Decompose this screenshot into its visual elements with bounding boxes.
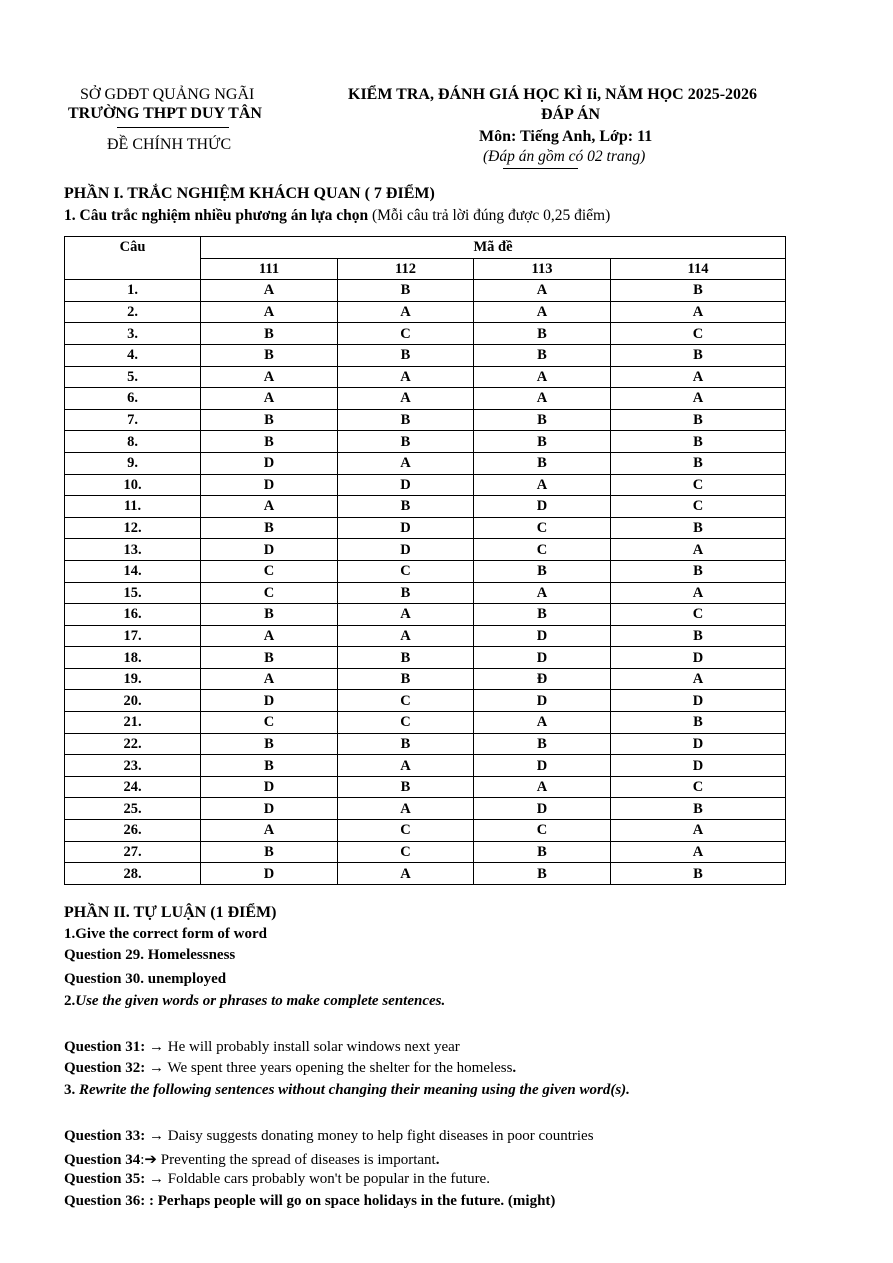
answer-cell: D xyxy=(474,496,611,518)
question-33-answer: → Daisy suggests donating money to help fight diseases in poor countries xyxy=(145,1128,594,1144)
answer-cell: A xyxy=(201,301,338,323)
answer-cell: B xyxy=(474,431,611,453)
answer-cell: A xyxy=(338,388,474,410)
question-number-cell: 25. xyxy=(65,798,201,820)
question-number-cell: 12. xyxy=(65,517,201,539)
answer-cell: B xyxy=(611,452,786,474)
answer-cell: D xyxy=(201,452,338,474)
question-36: Question 36: : Perhaps people will go on space holidays in the future. (might) xyxy=(64,1193,556,1209)
question-number-cell: 7. xyxy=(65,409,201,431)
table-row xyxy=(65,366,786,388)
answer-cell: B xyxy=(201,647,338,669)
answer-cell: C xyxy=(474,517,611,539)
answer-cell: C xyxy=(338,560,474,582)
answer-cell: B xyxy=(338,733,474,755)
answer-cell: A xyxy=(474,301,611,323)
answer-cell: A xyxy=(338,625,474,647)
section2-title xyxy=(64,993,445,1010)
answer-cell: D xyxy=(611,647,786,669)
question-35 xyxy=(64,1171,490,1188)
answer-cell: B xyxy=(338,344,474,366)
answer-cell: B xyxy=(201,323,338,345)
answer-cell: C xyxy=(338,712,474,734)
table-row xyxy=(65,647,786,669)
answer-cell: Đ xyxy=(474,668,611,690)
answer-cell: D xyxy=(201,539,338,561)
question-34-answer: :➔ Preventing the spread of diseases is important xyxy=(140,1152,436,1168)
answer-cell: B xyxy=(201,755,338,777)
answer-cell: A xyxy=(474,474,611,496)
answer-cell: C xyxy=(474,820,611,842)
part1-subtitle xyxy=(64,207,610,225)
question-number-cell: 17. xyxy=(65,625,201,647)
table-header-row xyxy=(65,237,786,259)
table-row xyxy=(65,690,786,712)
answer-cell: D xyxy=(474,625,611,647)
answer-cell: A xyxy=(611,582,786,604)
answer-cell: D xyxy=(611,755,786,777)
answer-cell: B xyxy=(611,280,786,302)
answer-cell: B xyxy=(201,841,338,863)
table-row xyxy=(65,625,786,647)
answer-cell: C xyxy=(338,323,474,345)
answer-cell: B xyxy=(611,431,786,453)
table-row xyxy=(65,604,786,626)
table-row xyxy=(65,863,786,885)
answer-cell: A xyxy=(611,668,786,690)
answer-cell: B xyxy=(611,712,786,734)
table-row xyxy=(65,776,786,798)
answer-cell: C xyxy=(338,841,474,863)
answer-cell: A xyxy=(474,388,611,410)
code-cell: 111 xyxy=(201,258,338,280)
question-number-cell: 24. xyxy=(65,776,201,798)
table-row xyxy=(65,560,786,582)
question-number-cell: 10. xyxy=(65,474,201,496)
answer-cell: D xyxy=(474,798,611,820)
table-row xyxy=(65,344,786,366)
answer-cell: B xyxy=(474,863,611,885)
question-32-period: . xyxy=(512,1060,517,1076)
table-row xyxy=(65,496,786,518)
answer-cell: B xyxy=(611,409,786,431)
answer-cell: D xyxy=(611,690,786,712)
answer-cell: A xyxy=(338,452,474,474)
answer-cell: A xyxy=(611,301,786,323)
answer-cell: C xyxy=(611,474,786,496)
answer-cell: B xyxy=(201,344,338,366)
table-row xyxy=(65,388,786,410)
table-row xyxy=(65,841,786,863)
answer-cell: B xyxy=(611,560,786,582)
answer-cell: B xyxy=(474,452,611,474)
answer-cell: A xyxy=(474,366,611,388)
exam-title: KIỂM TRA, ĐÁNH GIÁ HỌC KÌ Ii, NĂM HỌC 2025-2026 xyxy=(348,86,758,103)
section2-number: 2. xyxy=(64,993,76,1009)
answer-cell: A xyxy=(474,712,611,734)
question-33-label: Question 33: xyxy=(64,1128,146,1144)
table-row xyxy=(65,755,786,777)
question-34-label: Question 34 xyxy=(64,1152,141,1168)
question-34 xyxy=(64,1150,439,1169)
answer-cell: A xyxy=(201,366,338,388)
question-35-label: Question 35: xyxy=(64,1171,146,1187)
answer-cell: D xyxy=(611,733,786,755)
answer-cell: D xyxy=(201,474,338,496)
department-name: SỞ GDĐT QUẢNG NGÃI xyxy=(80,86,255,103)
question-number-cell: 13. xyxy=(65,539,201,561)
code-cell: 114 xyxy=(611,258,786,280)
answer-cell: B xyxy=(474,344,611,366)
answer-cell: D xyxy=(201,776,338,798)
question-number-cell: 8. xyxy=(65,431,201,453)
answer-cell: B xyxy=(338,776,474,798)
question-30: Question 30. unemployed xyxy=(64,971,227,987)
question-34-period: . xyxy=(435,1152,440,1168)
answer-cell: B xyxy=(474,841,611,863)
question-number-cell: 5. xyxy=(65,366,201,388)
subject-line: Môn: Tiếng Anh, Lớp: 11 xyxy=(479,128,653,145)
question-number-cell: 22. xyxy=(65,733,201,755)
answer-cell: A xyxy=(474,582,611,604)
question-32-answer: → We spent three years opening the shelter for the homeless xyxy=(145,1060,513,1076)
answer-cell: B xyxy=(201,517,338,539)
answer-cell: A xyxy=(201,496,338,518)
answer-cell: C xyxy=(611,776,786,798)
section3-number: 3. xyxy=(64,1082,79,1098)
answer-cell: A xyxy=(338,366,474,388)
answer-cell: A xyxy=(201,388,338,410)
answer-cell: B xyxy=(201,733,338,755)
table-row xyxy=(65,280,786,302)
answer-cell: B xyxy=(611,863,786,885)
code-cell: 113 xyxy=(474,258,611,280)
table-row xyxy=(65,733,786,755)
question-number-cell: 16. xyxy=(65,604,201,626)
question-number-cell: 6. xyxy=(65,388,201,410)
answer-cell: D xyxy=(474,755,611,777)
answer-cell: A xyxy=(611,366,786,388)
question-number-cell: 28. xyxy=(65,863,201,885)
answer-cell: C xyxy=(611,323,786,345)
question-31-label: Question 31: xyxy=(64,1039,146,1055)
answer-cell: C xyxy=(338,820,474,842)
answer-cell: B xyxy=(611,625,786,647)
answer-cell: A xyxy=(201,668,338,690)
answer-cell: A xyxy=(611,841,786,863)
answer-cell: D xyxy=(201,863,338,885)
answer-cell: B xyxy=(338,647,474,669)
answer-cell: B xyxy=(338,496,474,518)
answer-cell: D xyxy=(201,690,338,712)
question-number-cell: 20. xyxy=(65,690,201,712)
answer-cell: A xyxy=(338,301,474,323)
answer-cell: B xyxy=(338,431,474,453)
pages-note: (Đáp án gồm có 02 trang) xyxy=(483,148,646,165)
answer-cell: C xyxy=(611,496,786,518)
question-number-cell: 11. xyxy=(65,496,201,518)
table-row xyxy=(65,798,786,820)
table-row xyxy=(65,539,786,561)
question-33 xyxy=(64,1128,594,1145)
question-number-cell: 15. xyxy=(65,582,201,604)
answer-cell: A xyxy=(611,539,786,561)
answer-cell: B xyxy=(338,668,474,690)
answer-cell: B xyxy=(611,344,786,366)
section3-title xyxy=(64,1082,630,1099)
answer-cell: B xyxy=(474,323,611,345)
question-35-answer: → Foldable cars probably won't be popular in the future. xyxy=(145,1171,490,1187)
question-number-cell: 21. xyxy=(65,712,201,734)
answer-cell: B xyxy=(474,409,611,431)
part1-subtitle-note: (Mỗi câu trả lời đúng được 0,25 điểm) xyxy=(368,207,611,224)
answer-cell: A xyxy=(201,820,338,842)
section2-text: Use the given words or phrases to make complete sentences. xyxy=(75,993,446,1009)
question-number-cell: 9. xyxy=(65,452,201,474)
answer-cell: D xyxy=(338,474,474,496)
table-row xyxy=(65,517,786,539)
answer-cell: B xyxy=(474,604,611,626)
question-32 xyxy=(64,1060,516,1077)
table-row xyxy=(65,452,786,474)
question-number-cell: 1. xyxy=(65,280,201,302)
part2-title: PHẦN II. TỰ LUẬN (1 ĐIỂM) xyxy=(64,904,277,921)
header-exam-code: Mã đề xyxy=(201,237,786,259)
section3-text: Rewrite the following sentences without changing their meaning using the given word(s). xyxy=(79,1082,630,1098)
question-number-cell: 4. xyxy=(65,344,201,366)
answer-cell: B xyxy=(201,431,338,453)
answer-cell: C xyxy=(474,539,611,561)
table-row xyxy=(65,323,786,345)
question-31-answer: → He will probably install solar windows next year xyxy=(145,1039,460,1055)
answer-cell: A xyxy=(338,604,474,626)
question-number-cell: 27. xyxy=(65,841,201,863)
code-cell: 112 xyxy=(338,258,474,280)
answer-cell: C xyxy=(201,560,338,582)
section1-title: 1.Give the correct form of word xyxy=(64,926,267,942)
question-number-cell: 3. xyxy=(65,323,201,345)
table-row xyxy=(65,820,786,842)
answer-cell: B xyxy=(338,582,474,604)
answer-cell: C xyxy=(338,690,474,712)
answer-cell: A xyxy=(474,280,611,302)
answer-cell: D xyxy=(474,690,611,712)
answer-cell: A xyxy=(474,776,611,798)
answer-cell: D xyxy=(338,517,474,539)
school-underline xyxy=(117,127,229,128)
answer-key-title: ĐÁP ÁN xyxy=(541,106,601,123)
answer-cell: A xyxy=(611,388,786,410)
table-row xyxy=(65,668,786,690)
question-number-cell: 23. xyxy=(65,755,201,777)
table-row xyxy=(65,409,786,431)
question-number-cell: 26. xyxy=(65,820,201,842)
answer-cell: C xyxy=(201,582,338,604)
question-number-cell: 19. xyxy=(65,668,201,690)
part1-title: PHẦN I. TRẮC NGHIỆM KHÁCH QUAN ( 7 ĐIỂM) xyxy=(64,185,435,202)
pages-note-underline xyxy=(503,168,578,169)
answer-cell: D xyxy=(338,539,474,561)
answer-cell: B xyxy=(201,604,338,626)
answer-cell: B xyxy=(338,409,474,431)
question-29: Question 29. Homelessness xyxy=(64,947,236,963)
school-name: TRƯỜNG THPT DUY TÂN xyxy=(68,105,262,122)
answer-cell: B xyxy=(611,517,786,539)
header-question: Câu xyxy=(65,237,201,280)
table-row xyxy=(65,431,786,453)
answer-cell: C xyxy=(611,604,786,626)
answer-cell: A xyxy=(338,863,474,885)
question-32-label: Question 32: xyxy=(64,1060,146,1076)
question-number-cell: 18. xyxy=(65,647,201,669)
answer-cell: B xyxy=(474,560,611,582)
answer-cell: A xyxy=(201,625,338,647)
question-number-cell: 2. xyxy=(65,301,201,323)
answer-cell: B xyxy=(338,280,474,302)
answer-cell: A xyxy=(611,820,786,842)
table-row xyxy=(65,301,786,323)
answer-table xyxy=(64,236,786,885)
answer-cell: B xyxy=(611,798,786,820)
question-number-cell: 14. xyxy=(65,560,201,582)
question-31 xyxy=(64,1039,460,1056)
table-row xyxy=(65,712,786,734)
answer-cell: B xyxy=(474,733,611,755)
answer-cell: D xyxy=(474,647,611,669)
part1-subtitle-main: 1. Câu trắc nghiệm nhiều phương án lựa chọn xyxy=(64,207,369,224)
answer-cell: A xyxy=(201,280,338,302)
answer-cell: A xyxy=(338,798,474,820)
table-row xyxy=(65,582,786,604)
answer-cell: D xyxy=(201,798,338,820)
official-label: ĐỀ CHÍNH THỨC xyxy=(107,136,232,153)
answer-cell: B xyxy=(201,409,338,431)
answer-cell: C xyxy=(201,712,338,734)
answer-cell: A xyxy=(338,755,474,777)
table-row xyxy=(65,474,786,496)
